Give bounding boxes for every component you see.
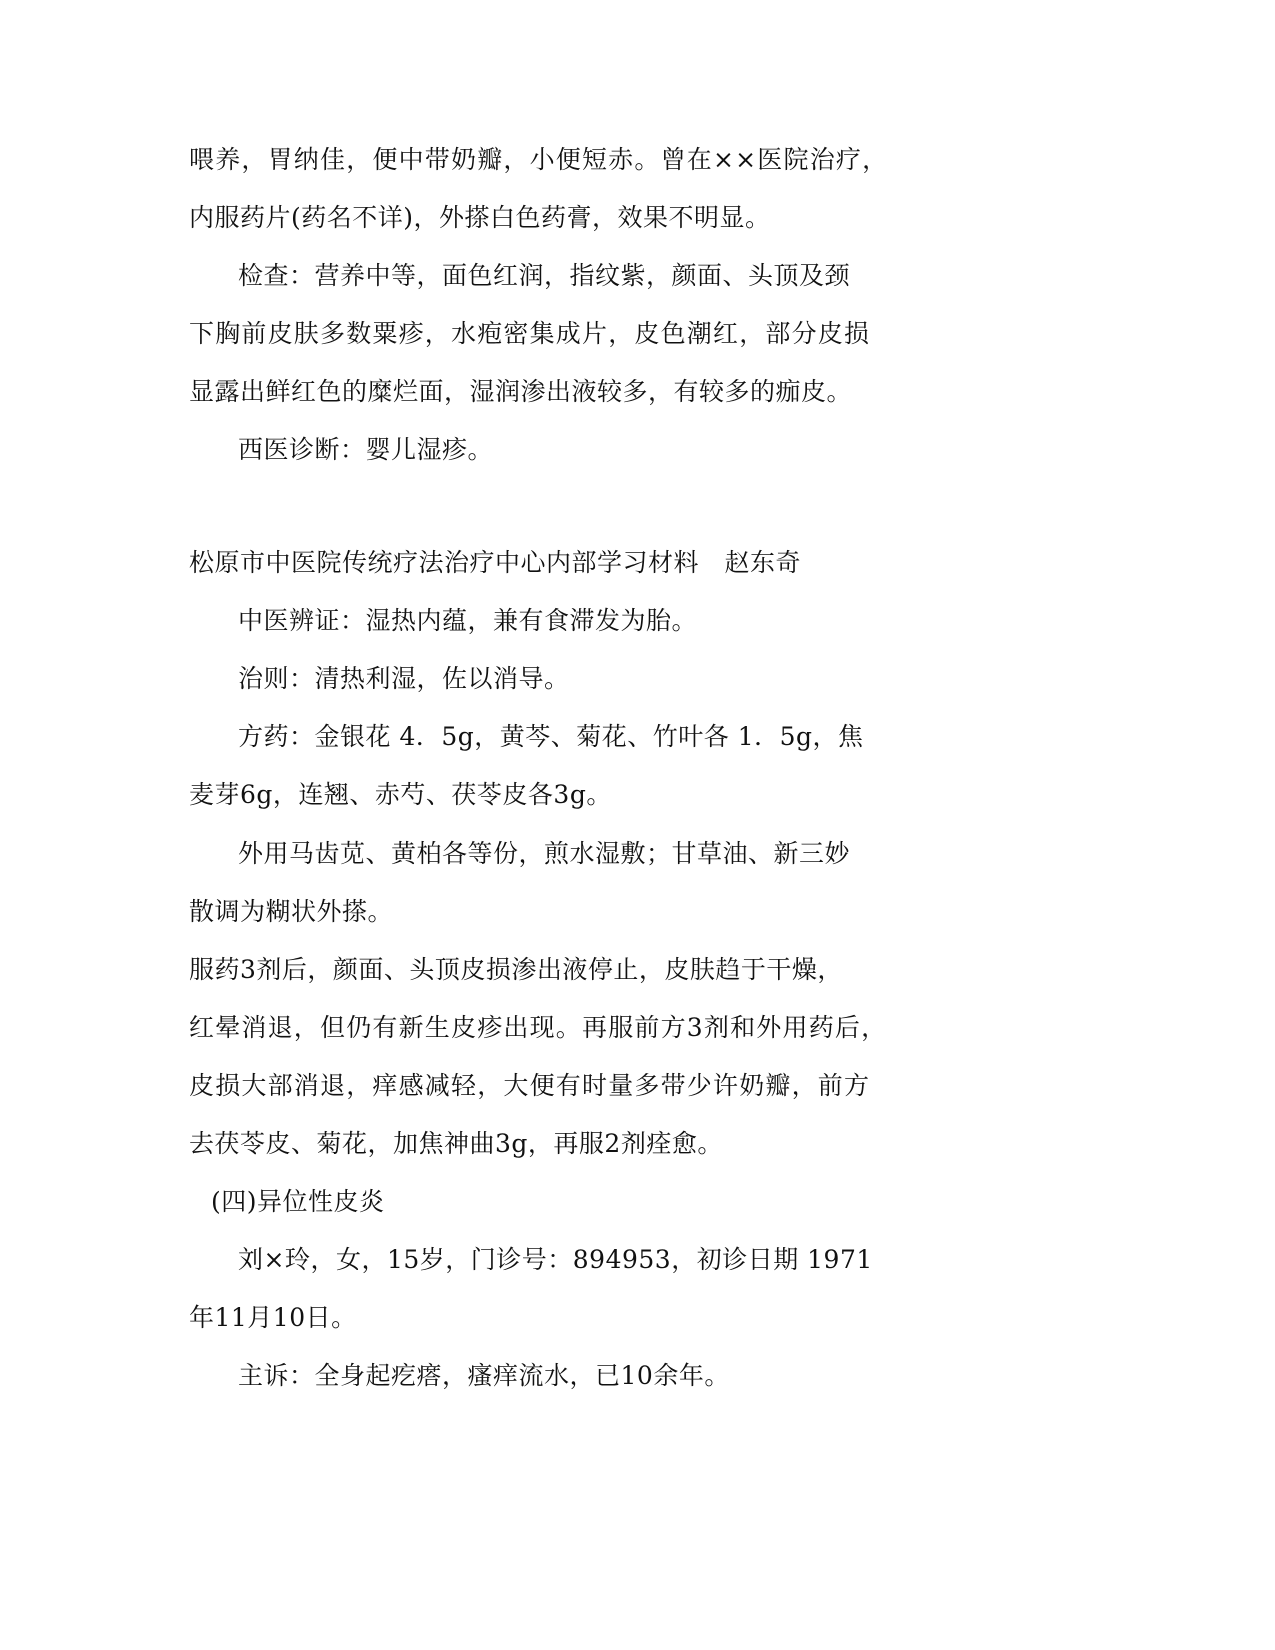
text-line: 西医诊断：婴儿湿疹。 (238, 435, 494, 464)
text-line: 去茯苓皮、菊花，加焦神曲3g，再服2剂痊愈。 (189, 1129, 723, 1158)
text-line: 麦芽6g，连翘、赤芍、茯苓皮各3g。 (189, 780, 612, 809)
text-line: 下胸前皮肤多数粟疹，水疱密集成片，皮色潮红，部分皮损 (189, 319, 871, 348)
text-line: 检查：营养中等，面色红润，指纹紫，颜面、头顶及颈 (238, 261, 851, 290)
section-heading: (四)异位性皮炎 (211, 1187, 385, 1216)
text-line: 散调为糊状外搽。 (189, 897, 394, 926)
text-line: 外用马齿苋、黄柏各等份，煎水湿敷；甘草油、新三妙 (238, 839, 851, 868)
text-line: 中医辨证：湿热内蕴，兼有食滞发为胎。 (238, 606, 698, 635)
text-line: 红晕消退，但仍有新生皮疹出现。再服前方3剂和外用药后， (189, 1013, 888, 1042)
text-line: 喂养，胃纳佳，便中带奶瓣，小便短赤。曾在××医院治疗， (189, 145, 889, 174)
text-line: 主诉：全身起疙瘩，瘙痒流水，已10余年。 (238, 1361, 730, 1390)
text-line: 服药3剂后，颜面、头顶皮损渗出液停止，皮肤趋于干燥， (189, 955, 843, 984)
text-line: 刘×玲，女，15岁，门诊号：894953，初诊日期 1971 (238, 1245, 873, 1274)
page-header: 松原市中医院传统疗法治疗中心内部学习材料 赵东奇 (189, 548, 802, 577)
text-line: 皮损大部消退，痒感减轻，大便有时量多带少许奶瓣，前方 (189, 1071, 871, 1100)
text-line: 治则：清热利湿，佐以消导。 (238, 664, 570, 693)
text-line: 显露出鲜红色的糜烂面，湿润渗出液较多，有较多的痂皮。 (189, 377, 853, 406)
text-line: 内服药片(药名不详)，外搽白色药膏，效果不明显。 (189, 203, 771, 232)
text-line: 方药：金银花 4．5g，黄芩、菊花、竹叶各 1．5g，焦 (238, 722, 864, 751)
text-line: 年11月10日。 (189, 1303, 357, 1332)
